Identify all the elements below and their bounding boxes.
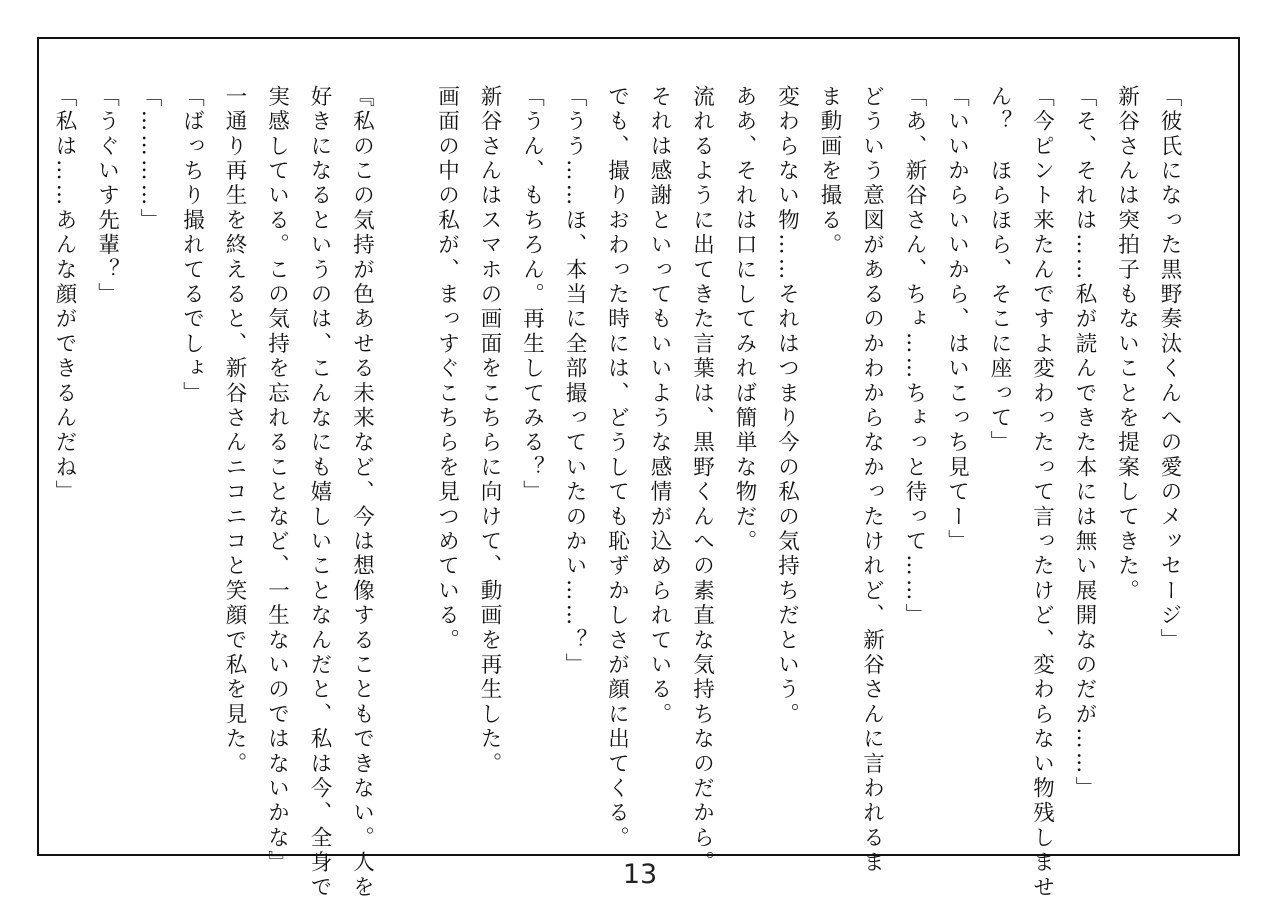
text-line: 実感している。この気持を忘れることなど、一生ないのではないかな』 <box>264 85 290 876</box>
text-line: 好きになるというのは、こんなにも嬉しいことなんだと、私は今、全身で <box>307 85 332 900</box>
text-line: 「…………」 <box>137 85 162 234</box>
text-line: 「ばっちり撮れてるでしょ」 <box>179 85 205 407</box>
text-line: 「あ、新谷さん、ちょ……ちょっと待って……」 <box>902 85 927 629</box>
text-line: 「うぐいす先輩？」 <box>94 85 120 308</box>
text-line: ま動画を撮る。 <box>817 85 842 258</box>
text-line: ああ、それは口にしてみれば簡単な物だ。 <box>732 85 757 555</box>
text-line: どういう意図があるのかわからなかったけれど、新谷さんに言われるま <box>859 85 885 876</box>
text-line: 流れるように出てきた言葉は、黒野くんへの素直な気持ちなのだから。 <box>689 85 715 876</box>
blank-line <box>383 85 426 885</box>
text-line: 画面の中の私が、まっすぐこちらを見つめている。 <box>434 85 460 654</box>
page-number: 13 <box>622 859 658 890</box>
text-line: 「うう……ほ、本当に全部撮っていたのかい……？」 <box>562 85 587 678</box>
text-line: 新谷さんはスマホの画面をこちらに向けて、動画を再生した。 <box>477 85 502 777</box>
text-line: 一通り再生を終えると、新谷さんニコニコと笑顔で私を見た。 <box>222 85 247 777</box>
text-line: 「今ピント来たんですよ変わったって言ったけど、変わらない物残しませ <box>1029 85 1055 900</box>
text-line: 新谷さんは突拍子もないことを提案してきた。 <box>1114 85 1140 604</box>
text-line: 「うん、もちろん。再生してみる？」 <box>519 85 545 505</box>
text-line: 「私は……あんな顔ができるんだね」 <box>52 85 77 505</box>
text-line: 「いいからいいから、はいこっち見てー」 <box>944 85 970 555</box>
vertical-text-body <box>43 85 1191 900</box>
text-line: 「そ、それは……私が読んできた本には無い展開なのだが……」 <box>1072 85 1097 802</box>
text-line: 『私のこの気持が色あせる未来など、今は想像することもできない。人を <box>349 85 375 900</box>
text-line: でも、撮りおわった時には、どうしても恥ずかしさが顔に出てくる。 <box>604 85 630 851</box>
text-line: それは感謝といってもいいような感情が込められている。 <box>647 85 672 728</box>
text-line: ん？ ほらほら、そこに座って」 <box>987 85 1012 456</box>
text-line: 変わらない物……それはつまり今の私の気持ちだという。 <box>774 85 800 728</box>
text-line: 「彼氏になった黒野奏汰くんへの愛のメッセージ」 <box>1157 85 1182 654</box>
